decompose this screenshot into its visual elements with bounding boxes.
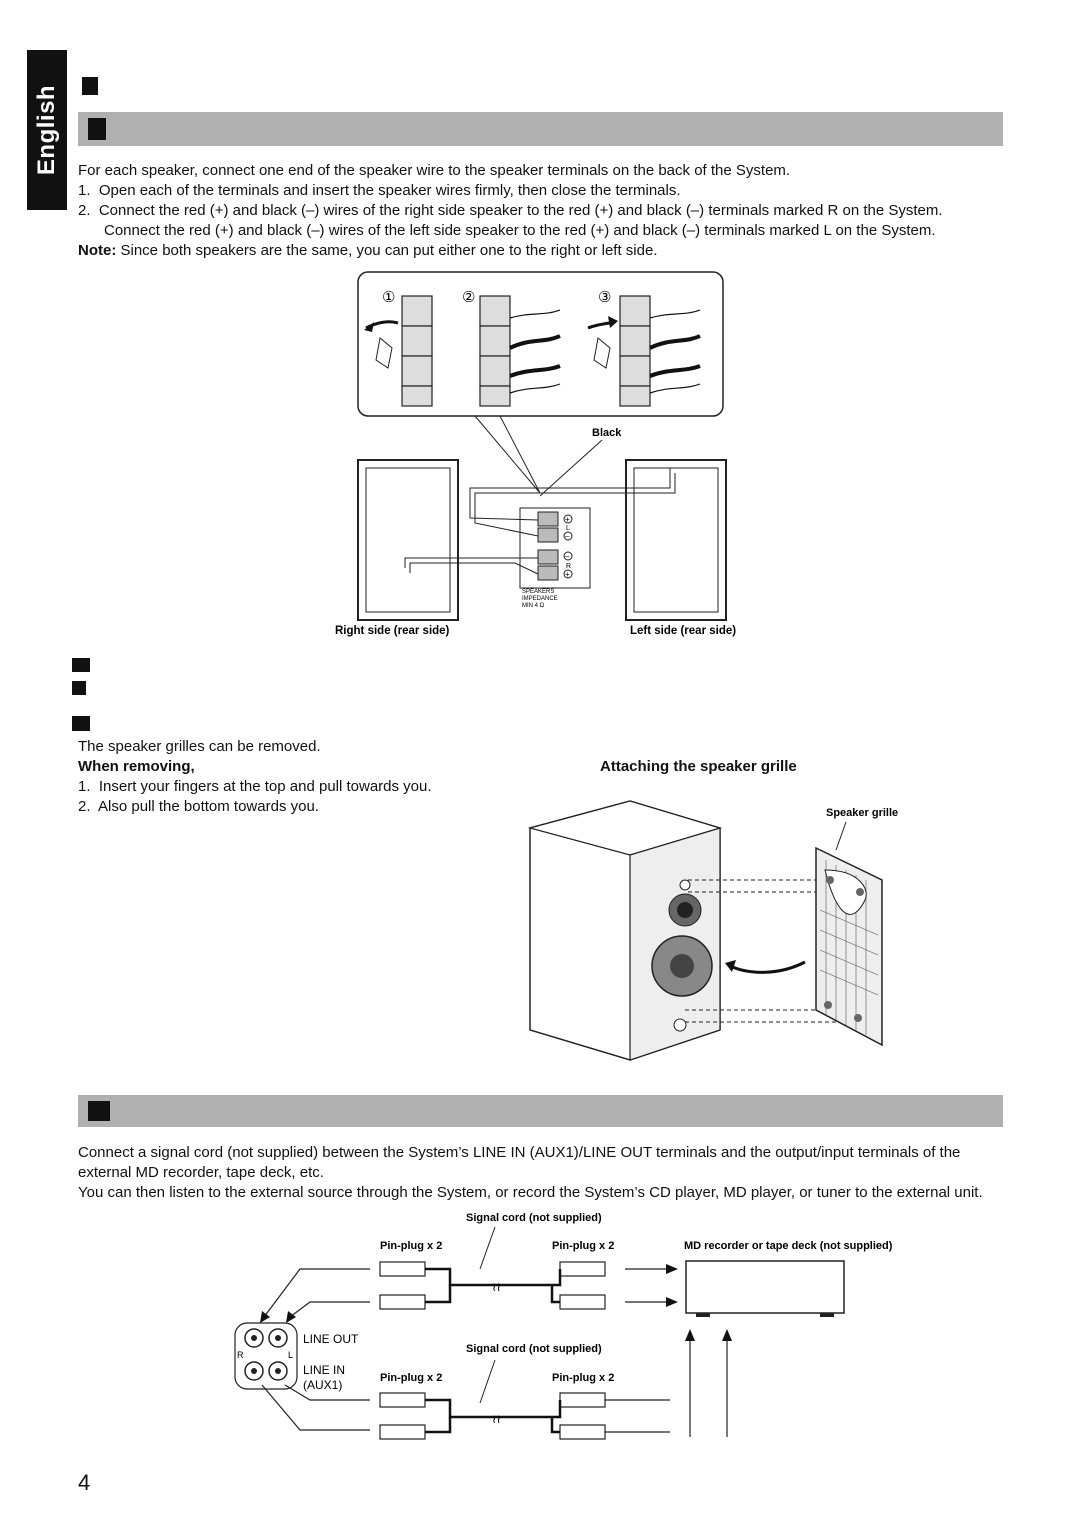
removing-step-1: 1. Insert your fingers at the top and pull towards you. [78, 778, 432, 795]
note-label: Note: [78, 242, 117, 259]
grille-heading-marker-3 [72, 716, 90, 731]
grille-intro: The speaker grilles can be removed. [78, 738, 321, 755]
signal-cord-label-bottom: Signal cord (not supplied) [466, 1343, 602, 1355]
grille-heading-marker-2 [72, 681, 86, 695]
step-number-3: ③ [598, 289, 612, 306]
terminal-minus-top: – [565, 532, 570, 541]
speaker-note [78, 241, 1018, 261]
external-section-band [78, 1095, 1003, 1127]
svg-text:≀≀: ≀≀ [492, 1280, 501, 1294]
pin-plug-label-4: Pin-plug x 2 [552, 1372, 615, 1384]
terminal-minus-bottom: – [565, 552, 570, 561]
speaker-step-2: 2. Connect the red (+) and black (–) wires of the right side speaker to the red (+) and black (–) terminals marked R on the System. [78, 202, 943, 219]
right-side-caption: Right side (rear side) [335, 625, 450, 637]
speaker-wiring-figure [330, 268, 780, 643]
left-side-caption: Left side (rear side) [630, 625, 737, 637]
speaker-grille-label: Speaker grille [826, 807, 899, 819]
terminal-plus-bottom: + [565, 570, 570, 579]
md-recorder-box [686, 1261, 844, 1313]
attach-arrow [730, 962, 805, 972]
md-recorder-label: MD recorder or tape deck (not supplied) [684, 1240, 893, 1252]
terminal-caption-3: MIN 4 Ω [522, 603, 545, 609]
speaker-step-1: 1. Open each of the terminals and insert the speaker wires firmly, then close the terminals. [78, 182, 681, 199]
jack-R: R [237, 1350, 244, 1360]
language-tab [27, 50, 67, 210]
terminal-stack-2 [480, 296, 510, 406]
signal-cord-figure [230, 1205, 940, 1455]
svg-text:≀≀: ≀≀ [492, 1412, 501, 1426]
step-number-1: ① [382, 289, 396, 306]
external-para-1: Connect a signal cord (not supplied) between the System’s LINE IN (AUX1)/LINE OUT terminals and the output/input terminals of the external MD recorder, tape deck, etc. [78, 1144, 961, 1181]
step-number-2: ② [462, 289, 476, 306]
speaker-section-heading-marker [88, 118, 106, 140]
terminal-caption-1: SPEAKERS [522, 589, 555, 595]
grille-heading-marker-1 [72, 658, 90, 672]
terminal-R: R [566, 563, 572, 570]
terminal-L: L [566, 525, 570, 532]
speaker-step-2-cont: Connect the red (+) and black (–) wires of the left side speaker to the red (+) and black (–) terminals marked L on the System. [104, 222, 936, 239]
signal-cord-label-top: Signal cord (not supplied) [466, 1212, 602, 1224]
right-speaker-rear [358, 460, 458, 620]
speaker-grille-figure [520, 800, 920, 1065]
pin-plug-label-1: Pin-plug x 2 [380, 1240, 443, 1252]
callout-pointer [475, 416, 540, 493]
pin-plug-label-3: Pin-plug x 2 [380, 1372, 443, 1384]
removing-title: When removing, [78, 758, 195, 775]
terminal-caption-2: IMPEDANCE [522, 596, 558, 602]
line-in-label: LINE IN [303, 1363, 346, 1377]
external-section-heading-marker [88, 1101, 110, 1121]
terminal-stack-1 [402, 296, 432, 406]
line-out-label: LINE OUT [303, 1332, 359, 1346]
speaker-intro: For each speaker, connect one end of the speaker wire to the speaker terminals on the back of the System. [78, 162, 791, 179]
black-label: Black [592, 427, 622, 439]
page-number: 4 [78, 1470, 91, 1495]
external-para-2: You can then listen to the external source through the System, or record the System’s CD player, MD player, or tuner to the external unit. [78, 1184, 983, 1201]
attaching-title: Attaching the speaker grille [600, 758, 797, 775]
removing-step-2: 2. Also pull the bottom towards you. [78, 798, 319, 815]
speaker-section-band [78, 112, 1003, 146]
pin-plug-label-2: Pin-plug x 2 [552, 1240, 615, 1252]
terminal-plus-top: + [565, 515, 570, 524]
terminal-stack-3 [620, 296, 650, 406]
jack-L: L [288, 1350, 294, 1360]
section-heading-marker [82, 77, 98, 95]
aux1-label: (AUX1) [303, 1378, 343, 1392]
left-speaker-rear [626, 460, 726, 620]
language-tab-label: English [33, 84, 60, 176]
note-text: Since both speakers are the same, you can put either one to the right or left side. [120, 242, 658, 259]
